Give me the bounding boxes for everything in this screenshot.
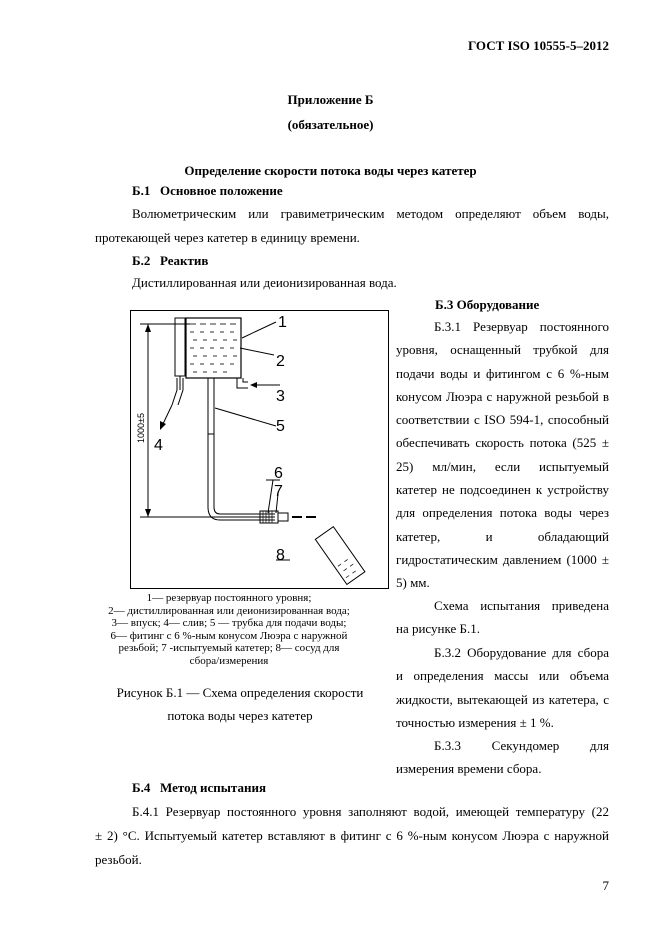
legend-line: 1— резервуар постоянного уровня; [146, 592, 312, 604]
inlet-arrowhead [250, 382, 257, 388]
b33-line: Б.3.3 Секундомер для [434, 738, 609, 753]
section-b4-number: Б.4 [132, 780, 151, 795]
legend-line: 3— впуск; 4— слив; 5 — трубка для подачи воды; [111, 617, 347, 629]
dimension-arrow-top [145, 324, 151, 332]
page-number: 7 [602, 878, 609, 893]
label-7: 7 [274, 483, 283, 500]
b33-line: измерения времени сбора. [396, 761, 542, 777]
b31-line: уровня, оснащенный трубкой для [396, 342, 609, 358]
section-b1-number: Б.1 [132, 183, 151, 198]
b31-line: конусом Люэра с наружной резьбой в [396, 388, 609, 404]
drain-tube [172, 378, 183, 405]
water-in-reservoir [190, 324, 237, 372]
label-4: 4 [154, 437, 163, 454]
section-b4-heading [132, 780, 266, 796]
b31-line: обеспечивать скорость потока (525 ± [396, 435, 609, 451]
b32-line: Б.3.2 Оборудование для сбора [434, 645, 609, 660]
b31-line: подачи воды и фитингом с 6 %-ным [396, 365, 609, 381]
section-b2-number: Б.2 [132, 253, 151, 268]
scheme-line: на рисунке Б.1. [396, 621, 480, 637]
leader-2 [240, 348, 274, 355]
section-b1-heading [132, 183, 283, 199]
inlet-pipe [237, 378, 248, 388]
label-2: 2 [276, 353, 285, 370]
section-b4-text-line3: резьбой. [95, 852, 142, 867]
leader-1 [242, 322, 276, 338]
b31-line: соответствии с ISO 594-1, способный [396, 412, 609, 428]
drain-arrowhead [160, 421, 166, 430]
b32-line: жидкости, вытекающей из катетера, с [396, 691, 609, 707]
legend-line: 6— фитинг с 6 %-ным конусом Люэра с наружной [110, 629, 348, 642]
b31-line: для определения потока воды через [396, 505, 609, 521]
overflow-tube [175, 318, 185, 376]
section-b4-title: Метод испытания [160, 780, 266, 795]
feed-tube-bend [208, 507, 275, 520]
section-b3-heading: Б.3 Оборудование [435, 297, 540, 312]
section-b31-paragraph [396, 315, 609, 595]
b31-line: катетер не подсоединен к устройству [396, 482, 609, 498]
section-b32-paragraph [396, 641, 609, 734]
b31-line: 25) мл/мин, если испытуемый [396, 458, 609, 474]
figure-b1-diagram [130, 310, 390, 590]
label-3: 3 [276, 388, 285, 405]
section-b4-text-line1: Б.4.1 Резервуар постоянного уровня заполняют водой, имеющей температуру (22 [132, 804, 609, 819]
label-5: 5 [276, 418, 285, 435]
b31-line: 5) мм. [396, 575, 430, 591]
figure-caption [90, 681, 390, 727]
collection-vessel [315, 527, 365, 585]
scheme-line: Схема испытания приведена [434, 598, 609, 613]
section-b2-title: Реактив [160, 253, 209, 268]
section-b33-paragraph [396, 734, 609, 781]
section-b2-heading [132, 253, 208, 269]
b31-line: гидростатическим давлением (1000 ± [396, 551, 609, 567]
legend-line: сбора/измерения [189, 654, 269, 667]
figure-legend [62, 592, 396, 667]
leader-5 [215, 408, 276, 426]
section-b1-title: Основное положение [160, 183, 283, 198]
b31-line: катетер, и обладающий [396, 528, 609, 544]
dimension-arrow-bottom [145, 509, 151, 517]
figure-caption-line2: потока воды через катетер [167, 708, 313, 723]
label-1: 1 [278, 314, 287, 331]
label-8: 8 [276, 547, 285, 564]
section-b4-text-line2: ± 2) °С. Испытуемый катетер вставляют в фитинг с 6 %-ным конусом Люэра с наружной [95, 828, 609, 843]
legend-line: 2— дистиллированная или деионизированная вода; [108, 604, 350, 617]
document-title: Определение скорости потока воды через катетер [184, 163, 477, 178]
annex-status: (обязательное) [287, 117, 374, 132]
dimension-label: 1000±5 [136, 413, 146, 443]
b32-line: и определения массы или объема [396, 668, 609, 684]
annex-title: Приложение Б [287, 92, 374, 107]
leader-6 [268, 480, 273, 513]
b31-line: Б.3.1 Резервуар постоянного [434, 319, 609, 334]
figure-caption-line1: Рисунок Б.1 — Схема определения скорости [116, 685, 364, 700]
document-header: ГОСТ ISO 10555-5–2012 [467, 38, 609, 53]
b32-line: точностью измерения ± 1 %. [396, 714, 554, 730]
label-6: 6 [274, 465, 283, 482]
scheme-paragraph [396, 594, 609, 641]
catheter [278, 513, 288, 521]
section-b1-text-line2: протекающей через катетер в единицу времени. [95, 230, 360, 245]
section-b2-text: Дистиллированная или деионизированная вода. [132, 275, 397, 290]
legend-line: резьбой; 7 -испытуемый катетер; 8— сосуд для [118, 642, 340, 654]
section-b1-text-line1: Волюметрическим или гравиметрическим методом определяют объем воды, [132, 206, 609, 221]
